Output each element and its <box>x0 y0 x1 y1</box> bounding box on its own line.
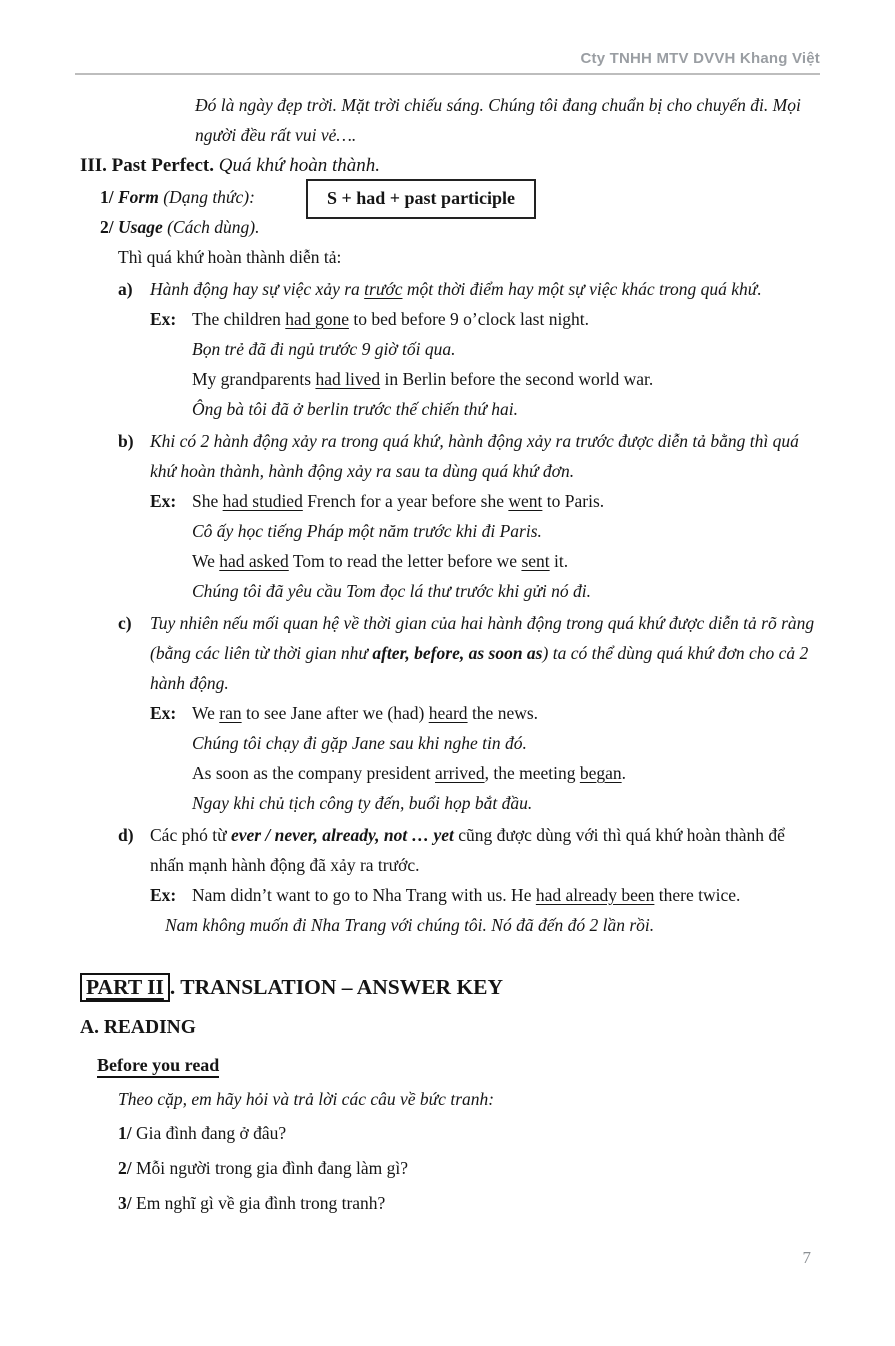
intro-paragraph: Đó là ngày đẹp trời. Mặt trời chiếu sáng. Chúng tôi đang chuẩn bị cho chuyến đi. Mọi người đều rất vui vẻ…. <box>195 95 801 145</box>
formula-box: S + had + past participle <box>306 179 536 219</box>
underlined-segment: trước <box>364 279 403 299</box>
translation-b1: Cô ấy học tiếng Pháp một năm trước khi đi Paris. <box>192 521 542 541</box>
translation-a1: Bọn trẻ đã đi ngủ trước 9 giờ tối qua. <box>192 339 456 359</box>
text-segment: it. <box>549 551 569 571</box>
page-number: 7 <box>802 1248 811 1267</box>
text-segment: She <box>192 491 223 511</box>
example-a2 <box>192 364 818 394</box>
rule-item-c <box>118 608 818 698</box>
example-d1-text <box>192 885 740 905</box>
example-b1-text <box>192 491 604 511</box>
usage-number: 2/ <box>100 217 114 237</box>
ex-label: Ex: <box>150 703 177 723</box>
rule-item-b <box>118 426 818 486</box>
form-line <box>100 182 818 212</box>
text-segment: to bed before 9 o’clock last night. <box>348 309 590 329</box>
translation-d1: Nam không muốn đi Nha Trang với chúng tôi. Nó đã đến đó 2 lần rồi. <box>165 915 655 935</box>
text-segment: Tom to read the letter before we <box>288 551 522 571</box>
text-segment: to Paris. <box>542 491 605 511</box>
form-note: (Dạng thức): <box>163 187 255 207</box>
underlined-segment: had already been <box>535 885 655 905</box>
translation-c1: Chúng tôi chạy đi gặp Jane sau khi nghe tin đó. <box>192 733 527 753</box>
text-segment: Các phó từ <box>150 825 231 845</box>
example-d1 <box>150 880 818 910</box>
question-3-text: Em nghĩ gì về gia đình trong tranh? <box>136 1193 386 1213</box>
underlined-segment: had studied <box>222 491 303 511</box>
translation-a2: Ông bà tôi đã ở berlin trước thế chiến thứ hai. <box>192 399 518 419</box>
text-segment: một thời điểm hay một sự việc khác trong quá khứ. <box>402 279 762 299</box>
reading-section-heading: A. READING <box>80 1017 196 1038</box>
usage-intro-text: Thì quá khứ hoàn thành diễn tả: <box>118 247 342 267</box>
header-divider-line <box>75 73 820 75</box>
ex-label: Ex: <box>150 309 177 329</box>
text-segment: We <box>192 551 220 571</box>
example-c1-text <box>192 703 538 723</box>
text-segment: . <box>621 763 627 783</box>
item-b-text: Khi có 2 hành động xảy ra trong quá khứ, hành động xảy ra trước được diễn tả bằng thì quá khứ hoàn thành, hành động xảy ra sau ta dùng quá khứ đơn. <box>150 431 799 481</box>
text-segment: in Berlin before the second world war. <box>380 369 654 389</box>
underlined-segment: had asked <box>219 551 289 571</box>
pair-prompt: Theo cặp, em hãy hỏi và trả lời các câu về bức tranh: <box>118 1089 495 1109</box>
translation-c2: Ngay khi chủ tịch công ty đến, buổi họp bắt đầu. <box>192 793 533 813</box>
text-segment: The children <box>192 309 286 329</box>
question-2-text: Mỗi người trong gia đình đang làm gì? <box>136 1158 408 1178</box>
part2-heading <box>80 968 818 1006</box>
item-b-marker: b) <box>118 431 134 451</box>
section-heading-past-perfect <box>80 150 818 182</box>
header-company-name: Cty TNHH MTV DVVH Khang Việt <box>580 50 820 67</box>
example-b1 <box>150 486 818 516</box>
translation-b2: Chúng tôi đã yêu cầu Tom đọc lá thư trước khi gửi nó đi. <box>192 581 591 601</box>
text-segment: As soon as the company president <box>192 763 436 783</box>
rule-item-a <box>118 274 818 304</box>
text-segment: French for a year before she <box>302 491 509 511</box>
section-heading-en: III. Past Perfect. <box>80 155 215 176</box>
question-1 <box>118 1117 818 1149</box>
item-a-text <box>150 279 762 299</box>
underlined-segment: began <box>579 763 622 783</box>
text-segment: to see Jane after we (had) <box>241 703 429 723</box>
underlined-segment: had gone <box>285 309 349 329</box>
example-c2 <box>192 758 818 788</box>
rule-item-d <box>118 820 818 880</box>
underlined-segment: had lived <box>315 369 381 389</box>
text-segment: Hành động hay sự việc xảy ra <box>150 279 365 299</box>
form-label: Form <box>118 187 159 207</box>
page-content <box>80 90 818 1219</box>
usage-line <box>100 212 818 242</box>
question-3 <box>118 1187 818 1219</box>
underlined-segment: sent <box>521 551 550 571</box>
question-1-text: Gia đình đang ở đâu? <box>136 1123 287 1143</box>
text-segment: Nam didn’t want to go to Nha Trang with us. He <box>192 885 536 905</box>
text-segment: My grandparents <box>192 369 316 389</box>
item-c-text <box>150 613 814 693</box>
usage-note: (Cách dùng). <box>167 217 260 237</box>
question-2 <box>118 1152 818 1184</box>
item-d-text <box>150 825 785 875</box>
part2-heading-rest: . TRANSLATION – ANSWER KEY <box>169 975 504 999</box>
before-you-read-heading <box>97 1050 818 1080</box>
example-c1 <box>150 698 818 728</box>
usage-label: Usage <box>118 217 163 237</box>
example-b2 <box>192 546 818 576</box>
section-heading-vi: Quá khứ hoàn thành. <box>218 155 381 176</box>
example-a1-text <box>192 309 589 329</box>
text-segment: there twice. <box>654 885 741 905</box>
item-c-marker: c) <box>118 613 132 633</box>
underlined-segment: ran <box>219 703 242 723</box>
text-segment: cũng được dùng với thì quá khứ hoàn thành để nhấn mạnh hành động đã xảy ra trước. <box>150 825 785 875</box>
ex-label: Ex: <box>150 885 177 905</box>
before-you-read-text: Before you read <box>97 1055 219 1078</box>
part2-heading-boxed: PART II <box>80 973 170 1002</box>
form-number: 1/ <box>100 187 114 207</box>
text-segment: We <box>192 703 220 723</box>
text-segment: , the meeting <box>484 763 580 783</box>
underlined-segment: heard <box>428 703 468 723</box>
underlined-segment: went <box>508 491 543 511</box>
bold-italic-segment: ever / never, already, not … yet <box>230 825 454 845</box>
ex-label: Ex: <box>150 491 177 511</box>
item-a-marker: a) <box>118 279 133 299</box>
text-segment: ) ta có thể dùng quá khứ đơn cho cả 2 hành động. <box>150 643 809 693</box>
underlined-segment: arrived <box>435 763 485 783</box>
bold-segment: after, before, as soon as <box>372 643 543 663</box>
question-1-number: 1/ <box>118 1123 132 1143</box>
text-segment: the news. <box>467 703 539 723</box>
text-segment: Tuy nhiên nếu mối quan hệ về thời gian của hai hành động trong quá khứ được diễn tả rõ ràng (bằng các liên từ thời gian như <box>150 613 815 663</box>
question-2-number: 2/ <box>118 1158 132 1178</box>
example-a1 <box>150 304 818 334</box>
item-d-marker: d) <box>118 825 134 845</box>
question-3-number: 3/ <box>118 1193 132 1213</box>
